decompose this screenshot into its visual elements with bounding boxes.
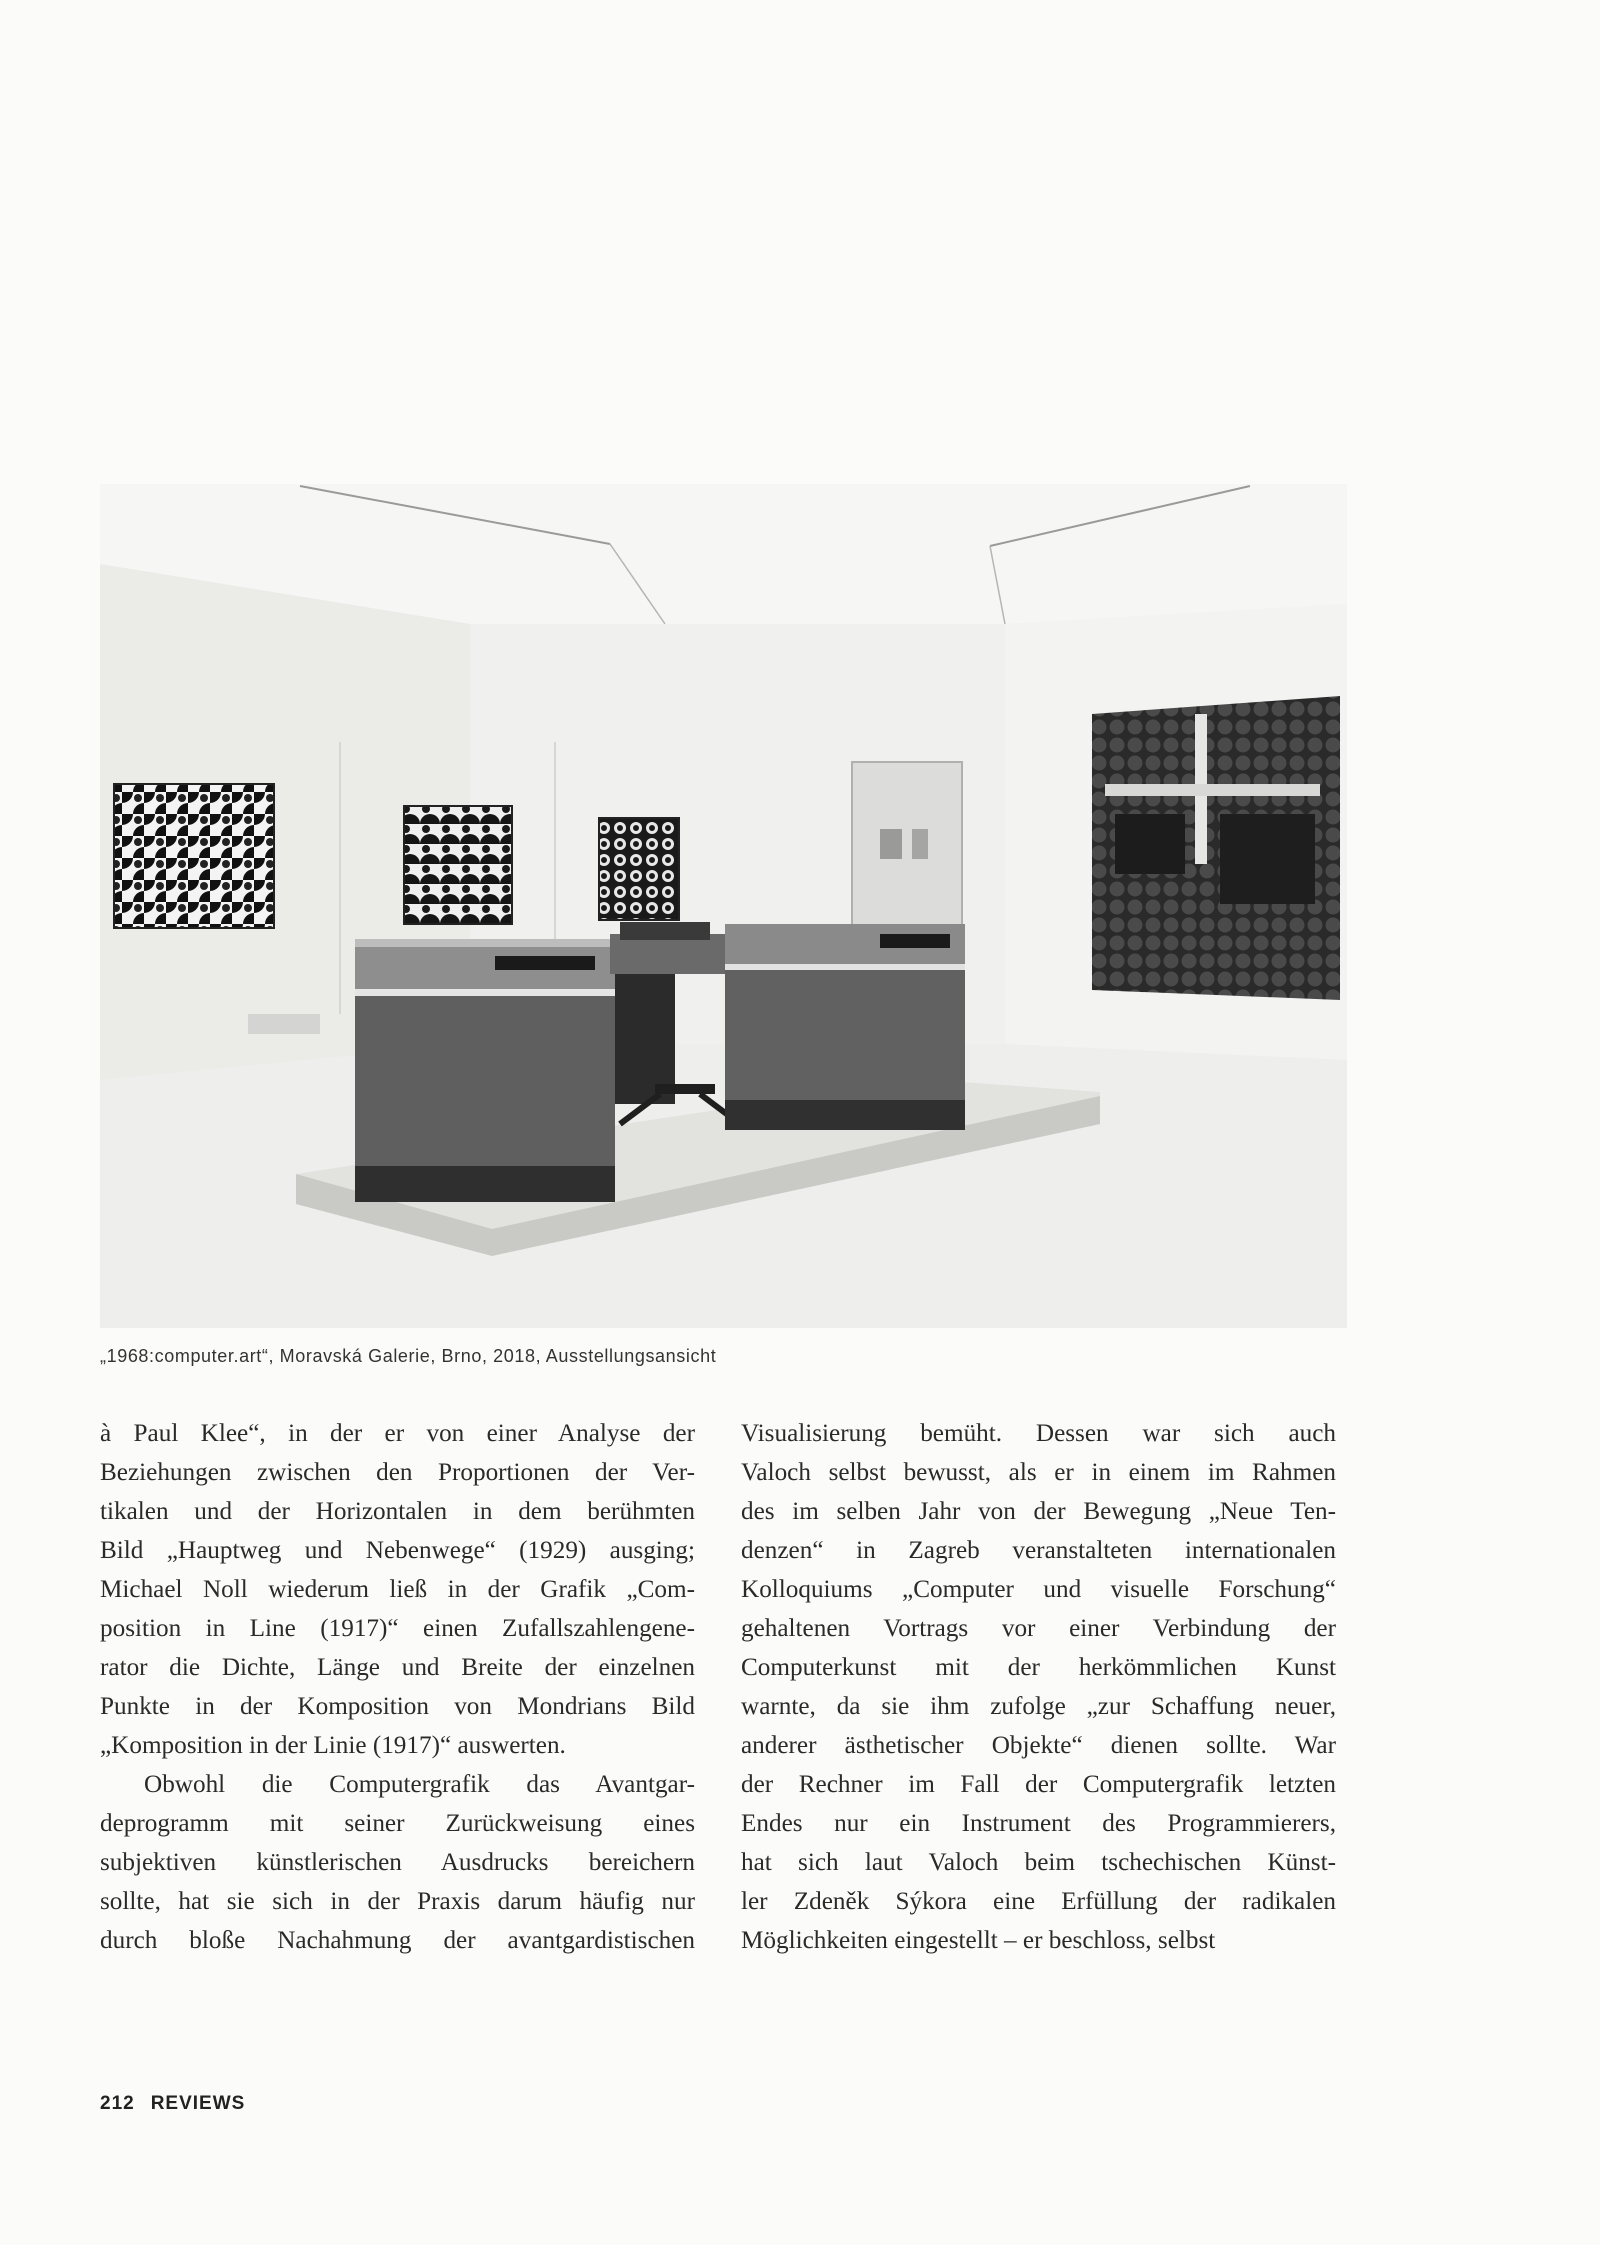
text-column-left [100,1414,695,1960]
text-line: à Paul Klee“, in der er von einer Analyse der [100,1420,695,1447]
text-line: hat sich laut Valoch beim tschechischen Künst- [741,1849,1336,1876]
text-line: Valoch selbst bewusst, als er in einem im Rahmen [741,1459,1336,1486]
text-line: Obwohl die Computergrafik das Avantgar- [144,1771,695,1798]
text-line: position in Line (1917)“ einen Zufallszahlengene- [100,1615,695,1642]
text-line: denzen“ in Zagreb veranstalteten internationalen [741,1537,1336,1564]
text-line: gehaltenen Vortrags vor einer Verbindung der [741,1615,1336,1642]
text-line: warnte, da sie ihm zufolge „zur Schaffung neuer, [741,1693,1336,1720]
page-number: 212 [100,2093,135,2114]
text-line: sollte, hat sie sich in der Praxis darum häufig nur [100,1888,695,1915]
text-line: durch bloße Nachahmung der avantgardistischen [100,1927,695,1954]
text-line: tikalen und der Horizontalen in dem berühmten [100,1498,695,1525]
text-line: des im selben Jahr von der Bewegung „Neue Ten- [741,1498,1336,1525]
text-line: Kolloquiums „Computer und visuelle Forschung“ [741,1576,1336,1603]
text-line: deprogramm mit seiner Zurückweisung eines [100,1810,695,1837]
text-line: ler Zdeněk Sýkora eine Erfüllung der radikalen [741,1888,1336,1915]
text-line: Michael Noll wiederum ließ in der Grafik „Com- [100,1576,695,1603]
section-label: REVIEWS [150,2093,246,2114]
text-line: Computerkunst mit der herkömmlichen Kunst [741,1654,1336,1681]
text-line: Möglichkeiten eingestellt – er beschloss, selbst [741,1927,1216,1954]
text-line: Bild „Hauptweg und Nebenwege“ (1929) ausging; [100,1537,695,1564]
text-line: rator die Dichte, Länge und Breite der einzelnen [100,1654,695,1681]
exhibition-photo-drawing [100,484,1347,1328]
page-footer [100,2093,245,2115]
text-line: der Rechner im Fall der Computergrafik letzten [741,1771,1336,1798]
text-line: Endes nur ein Instrument des Programmierers, [741,1810,1336,1837]
text-line: Punkte in der Komposition von Mondrians Bild [100,1693,695,1720]
figure-caption: „1968:computer.art“, Moravská Galerie, Brno, 2018, Ausstellungsansicht [100,1346,717,1366]
exhibition-photo [100,484,1347,1328]
text-line: Visualisierung bemüht. Dessen war sich auch [741,1420,1336,1447]
text-column-right [741,1414,1336,1960]
text-line: Beziehungen zwischen den Proportionen der Ver- [100,1459,695,1486]
text-line: subjektiven künstlerischen Ausdrucks bereichern [100,1849,695,1876]
text-line: „Komposition in der Linie (1917)“ auswerten. [100,1732,566,1759]
text-line: anderer ästhetischer Objekte“ dienen sollte. War [741,1732,1336,1759]
